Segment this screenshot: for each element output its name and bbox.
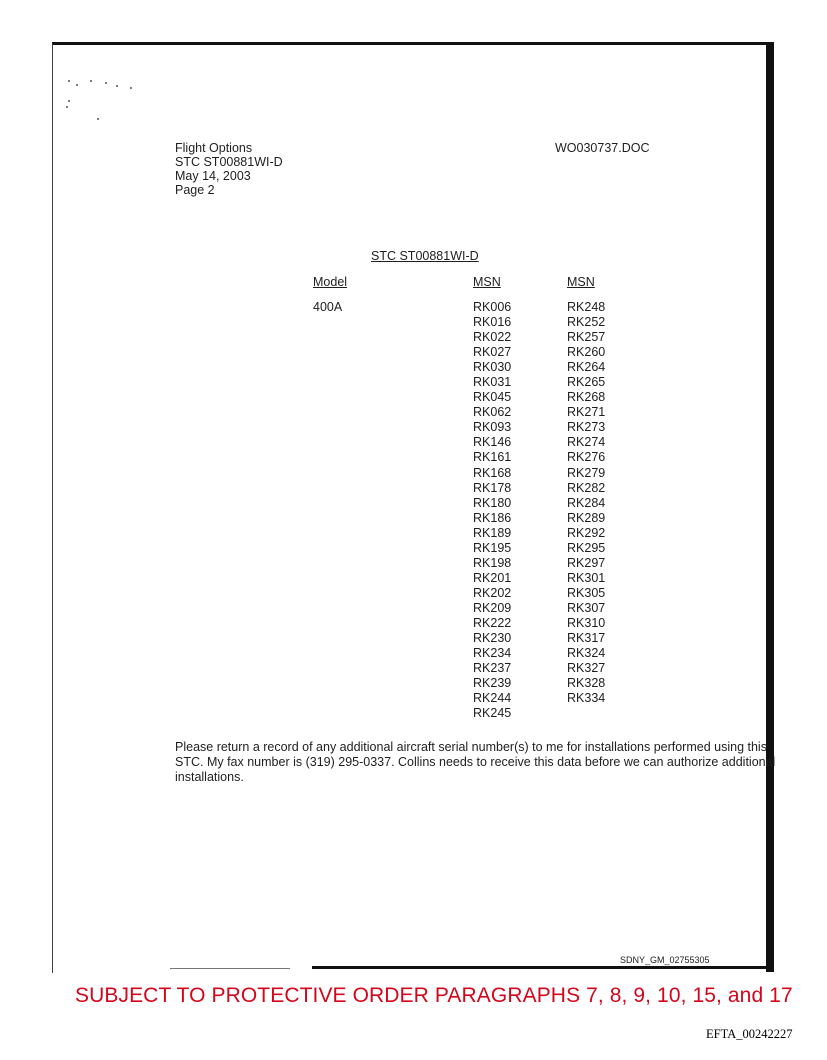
msn-entry: RK268	[567, 390, 606, 405]
header-stc: STC ST00881WI-D	[175, 155, 283, 169]
msn-entry: RK282	[567, 480, 606, 495]
scan-speck	[97, 118, 99, 120]
scan-edge-right	[766, 42, 774, 972]
scan-edge-bottom	[312, 966, 774, 969]
scan-edge-bottom-left	[170, 968, 290, 969]
model-value: 400A	[313, 300, 343, 314]
msn-entry: RK264	[567, 360, 606, 375]
bates-number: SDNY_GM_02755305	[620, 955, 710, 965]
msn-entry: RK257	[567, 330, 606, 345]
scanned-page-frame	[52, 42, 774, 973]
msn-entry: RK297	[567, 555, 606, 570]
msn-entry: RK271	[567, 405, 606, 420]
msn-entry: RK276	[567, 450, 606, 465]
msn-entry: RK045	[473, 390, 512, 405]
msn-entry: RK289	[567, 510, 606, 525]
msn-entry: RK295	[567, 540, 606, 555]
scan-speck	[68, 80, 70, 82]
msn-entry: RK006	[473, 300, 512, 314]
msn-entry: RK146	[473, 435, 512, 450]
msn-entry: RK062	[473, 405, 512, 420]
msn-entry: RK279	[567, 465, 606, 480]
scan-speck	[90, 80, 92, 82]
scan-speck	[116, 85, 118, 87]
msn-entry: RK237	[473, 661, 512, 676]
msn-entry: RK198	[473, 555, 512, 570]
msn-entry: RK252	[567, 315, 606, 330]
header-date: May 14, 2003	[175, 169, 251, 183]
msn-entry: RK189	[473, 525, 512, 540]
protective-order-stamp: SUBJECT TO PROTECTIVE ORDER PARAGRAPHS 7, 8, 9, 10, 15, and 17	[75, 984, 793, 1007]
letter-header	[175, 141, 283, 197]
msn-entry: RK030	[473, 360, 512, 375]
msn-entry: RK239	[473, 676, 512, 691]
msn-entry: RK334	[567, 691, 606, 706]
msn-entry: RK245	[473, 706, 512, 721]
msn-entry: RK324	[567, 646, 606, 661]
msn-column-1	[473, 300, 511, 721]
header-company: Flight Options	[175, 141, 253, 155]
msn-entry: RK209	[473, 600, 512, 615]
scan-speck	[66, 106, 68, 108]
msn-entry: RK093	[473, 420, 512, 435]
document-id: WO030737.DOC	[555, 141, 650, 155]
msn-entry: RK284	[567, 495, 606, 510]
msn-entry: RK022	[473, 330, 512, 345]
msn-entry: RK274	[567, 435, 606, 450]
msn-entry: RK273	[567, 420, 606, 435]
scan-speck	[68, 100, 70, 102]
msn-entry: RK328	[567, 676, 606, 691]
msn-entry: RK307	[567, 600, 606, 615]
efta-number: EFTA_00242227	[706, 1027, 793, 1041]
msn-column-2	[567, 300, 605, 706]
msn-entry: RK265	[567, 375, 606, 390]
msn-entry: RK016	[473, 315, 512, 330]
column-header-msn-1: MSN	[473, 275, 501, 289]
column-header-msn-2: MSN	[567, 275, 595, 289]
msn-entry: RK031	[473, 375, 512, 390]
column-header-model: Model	[313, 275, 348, 289]
msn-entry: RK201	[473, 570, 512, 585]
msn-entry: RK180	[473, 495, 512, 510]
msn-entry: RK310	[567, 615, 606, 630]
msn-entry: RK230	[473, 631, 512, 646]
msn-entry: RK292	[567, 525, 606, 540]
scan-speck	[105, 82, 107, 84]
footer-note: Please return a record of any additional aircraft serial number(s) to me for installations performed using this STC. My fax number is (319) 295-0337. Collins needs to receive this data before we can authorize additional installations.	[175, 740, 776, 784]
table-title: STC ST00881WI-D	[371, 249, 479, 263]
msn-entry: RK305	[567, 585, 606, 600]
msn-entry: RK234	[473, 646, 512, 661]
msn-entry: RK186	[473, 510, 512, 525]
msn-entry: RK222	[473, 615, 512, 630]
msn-entry: RK027	[473, 345, 512, 360]
msn-entry: RK248	[567, 300, 606, 314]
msn-entry: RK327	[567, 661, 606, 676]
msn-entry: RK317	[567, 631, 606, 646]
msn-entry: RK195	[473, 540, 512, 555]
msn-entry: RK260	[567, 345, 606, 360]
scan-speck	[76, 84, 78, 86]
msn-entry: RK178	[473, 480, 512, 495]
msn-entry: RK301	[567, 570, 606, 585]
msn-entry: RK202	[473, 585, 512, 600]
msn-entry: RK244	[473, 691, 512, 706]
msn-entry: RK168	[473, 465, 512, 480]
msn-entry: RK161	[473, 450, 512, 465]
header-page: Page 2	[175, 183, 215, 197]
scan-speck	[130, 87, 132, 89]
